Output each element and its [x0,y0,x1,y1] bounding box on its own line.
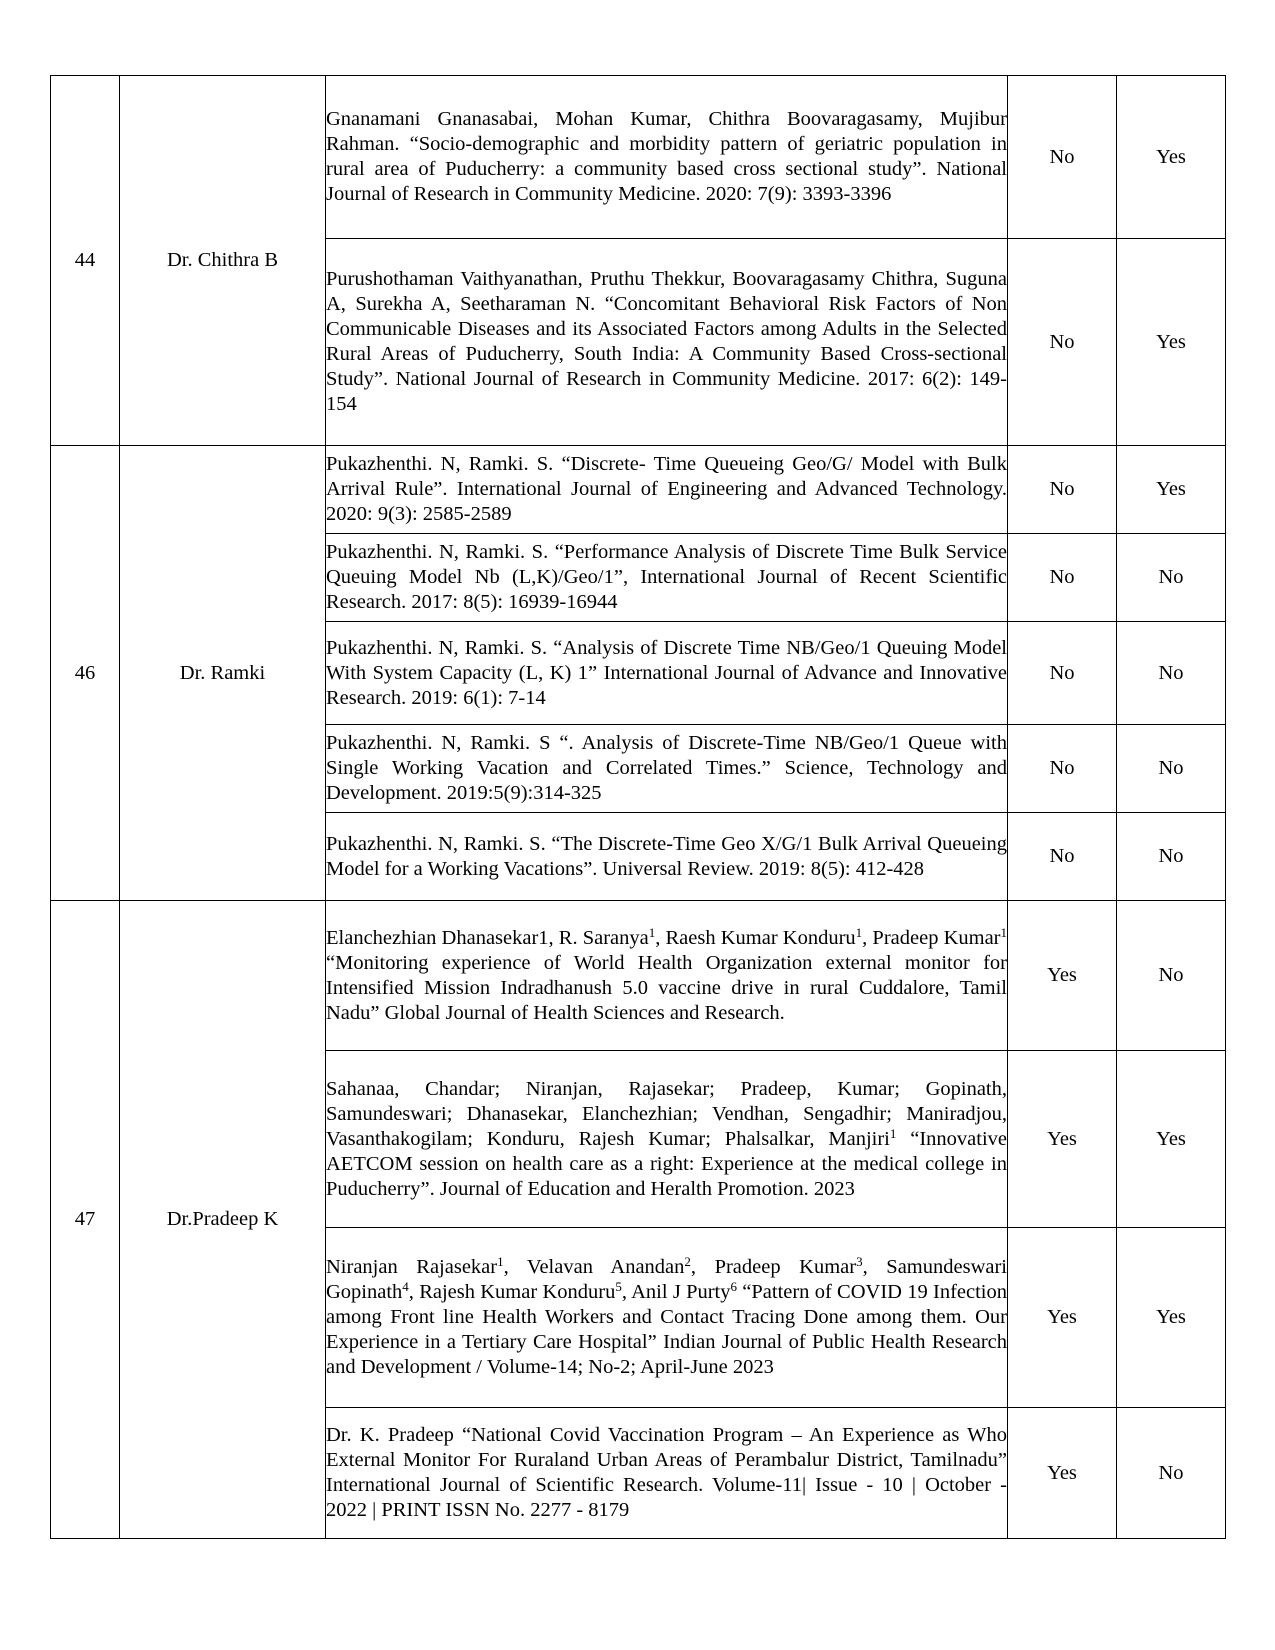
indexing-status-cell-2: No [1117,813,1226,901]
serial-number-cell: 47 [51,901,120,1539]
faculty-name-cell: Dr. Ramki [120,446,326,901]
publications-table-body [51,76,1226,1539]
table-row [51,901,1226,1051]
indexing-status-cell-1: No [1008,534,1117,622]
faculty-name-cell: Dr. Chithra B [120,76,326,446]
indexing-status-cell-1: Yes [1008,1051,1117,1228]
indexing-status-cell-1: No [1008,76,1117,239]
publication-citation-cell: Pukazhenthi. N, Ramki. S “. Analysis of Discrete-Time NB/Geo/1 Queue with Single Working Vacation and Correlated Times.” Science, Technology and Development. 2019:5(9):314-325 [326,725,1008,813]
publication-citation-cell: Pukazhenthi. N, Ramki. S. “Analysis of Discrete Time NB/Geo/1 Queuing Model With System Capacity (L, K) 1” International Journal of Advance and Innovative Research. 2019: 6(1): 7-14 [326,622,1008,725]
indexing-status-cell-2: No [1117,622,1226,725]
indexing-status-cell-2: No [1117,534,1226,622]
publication-citation-cell: Pukazhenthi. N, Ramki. S. “Performance Analysis of Discrete Time Bulk Service Queuing Model Nb (L,K)/Geo/1”, International Journal of Recent Scientific Research. 2017: 8(5): 16939-16944 [326,534,1008,622]
table-row [51,446,1226,534]
indexing-status-cell-1: No [1008,446,1117,534]
publication-citation-cell: Pukazhenthi. N, Ramki. S. “The Discrete-Time Geo X/G/1 Bulk Arrival Queueing Model for a Working Vacations”. Universal Review. 2019: 8(5): 412-428 [326,813,1008,901]
indexing-status-cell-2: Yes [1117,1051,1226,1228]
serial-number-cell: 44 [51,76,120,446]
publication-citation-cell: Purushothaman Vaithyanathan, Pruthu Thekkur, Boovaragasamy Chithra, Suguna A, Surekha A, Seetharaman N. “Concomitant Behavioral Risk Factors of Non Communicable Diseases and its Associated Factors among Adults in the Selected Rural Areas of Puducherry, South India: A Community Based Cross-sectional Study”. National Journal of Research in Community Medicine. 2017: 6(2): 149-154 [326,239,1008,446]
publication-citation-cell: Dr. K. Pradeep “National Covid Vaccination Program – An Experience as Who External Monitor For Ruraland Urban Areas of Perambalur District, Tamilnadu” International Journal of Scientific Research. Volume-11| Issue - 10 | October - 2022 | PRINT ISSN No. 2277 - 8179 [326,1408,1008,1539]
serial-number-cell: 46 [51,446,120,901]
indexing-status-cell-1: No [1008,239,1117,446]
publications-table [50,75,1226,1539]
indexing-status-cell-2: Yes [1117,76,1226,239]
indexing-status-cell-2: Yes [1117,239,1226,446]
indexing-status-cell-2: No [1117,1408,1226,1539]
indexing-status-cell-2: No [1117,901,1226,1051]
publication-citation-cell: Sahanaa, Chandar; Niranjan, Rajasekar; Pradeep, Kumar; Gopinath, Samundeswari; Dhanasekar, Elanchezhian; Vendhan, Sengadhir; Maniradjou, Vasanthakogilam; Konduru, Rajesh Kumar; Phalsalkar, Manjiri$^1$ “Innovative AETCOM session on health care as a right: Experience at the medical college in Puducherry”. Journal of Education and Heralth Promotion. 2023 [326,1051,1008,1228]
indexing-status-cell-2: Yes [1117,446,1226,534]
indexing-status-cell-1: No [1008,813,1117,901]
publication-citation-cell: Pukazhenthi. N, Ramki. S. “Discrete- Time Queueing Geo/G/ Model with Bulk Arrival Rule”. International Journal of Engineering and Advanced Technology. 2020: 9(3): 2585-2589 [326,446,1008,534]
indexing-status-cell-1: Yes [1008,1408,1117,1539]
indexing-status-cell-1: No [1008,725,1117,813]
publication-citation-cell: Niranjan Rajasekar$^1$, Velavan Anandan$^2$, Pradeep Kumar$^3$, Samundeswari Gopinath$^4$, Rajesh Kumar Konduru$^5$, Anil J Purty$^6$ “Pattern of COVID 19 Infection among Front line Health Workers and Contact Tracing Done among them. Our Experience in a Tertiary Care Hospital” Indian Journal of Public Health Research and Development / Volume-14; No-2; April-June 2023 [326,1228,1008,1408]
publication-citation-cell: Elanchezhian Dhanasekar1, R. Saranya$^1$, Raesh Kumar Konduru$^1$, Pradeep Kumar$^1$ “Monitoring experience of World Health Organization external monitor for Intensified Mission Indradhanush 5.0 vaccine drive in rural Cuddalore, Tamil Nadu” Global Journal of Health Sciences and Research. [326,901,1008,1051]
indexing-status-cell-2: Yes [1117,1228,1226,1408]
indexing-status-cell-2: No [1117,725,1226,813]
faculty-name-cell: Dr.Pradeep K [120,901,326,1539]
indexing-status-cell-1: No [1008,622,1117,725]
indexing-status-cell-1: Yes [1008,901,1117,1051]
publication-citation-cell: Gnanamani Gnanasabai, Mohan Kumar, Chithra Boovaragasamy, Mujibur Rahman. “Socio-demographic and morbidity pattern of geriatric population in rural area of Puducherry: a community based cross sectional study”. National Journal of Research in Community Medicine. 2020: 7(9): 3393-3396 [326,76,1008,239]
indexing-status-cell-1: Yes [1008,1228,1117,1408]
table-row [51,76,1226,239]
